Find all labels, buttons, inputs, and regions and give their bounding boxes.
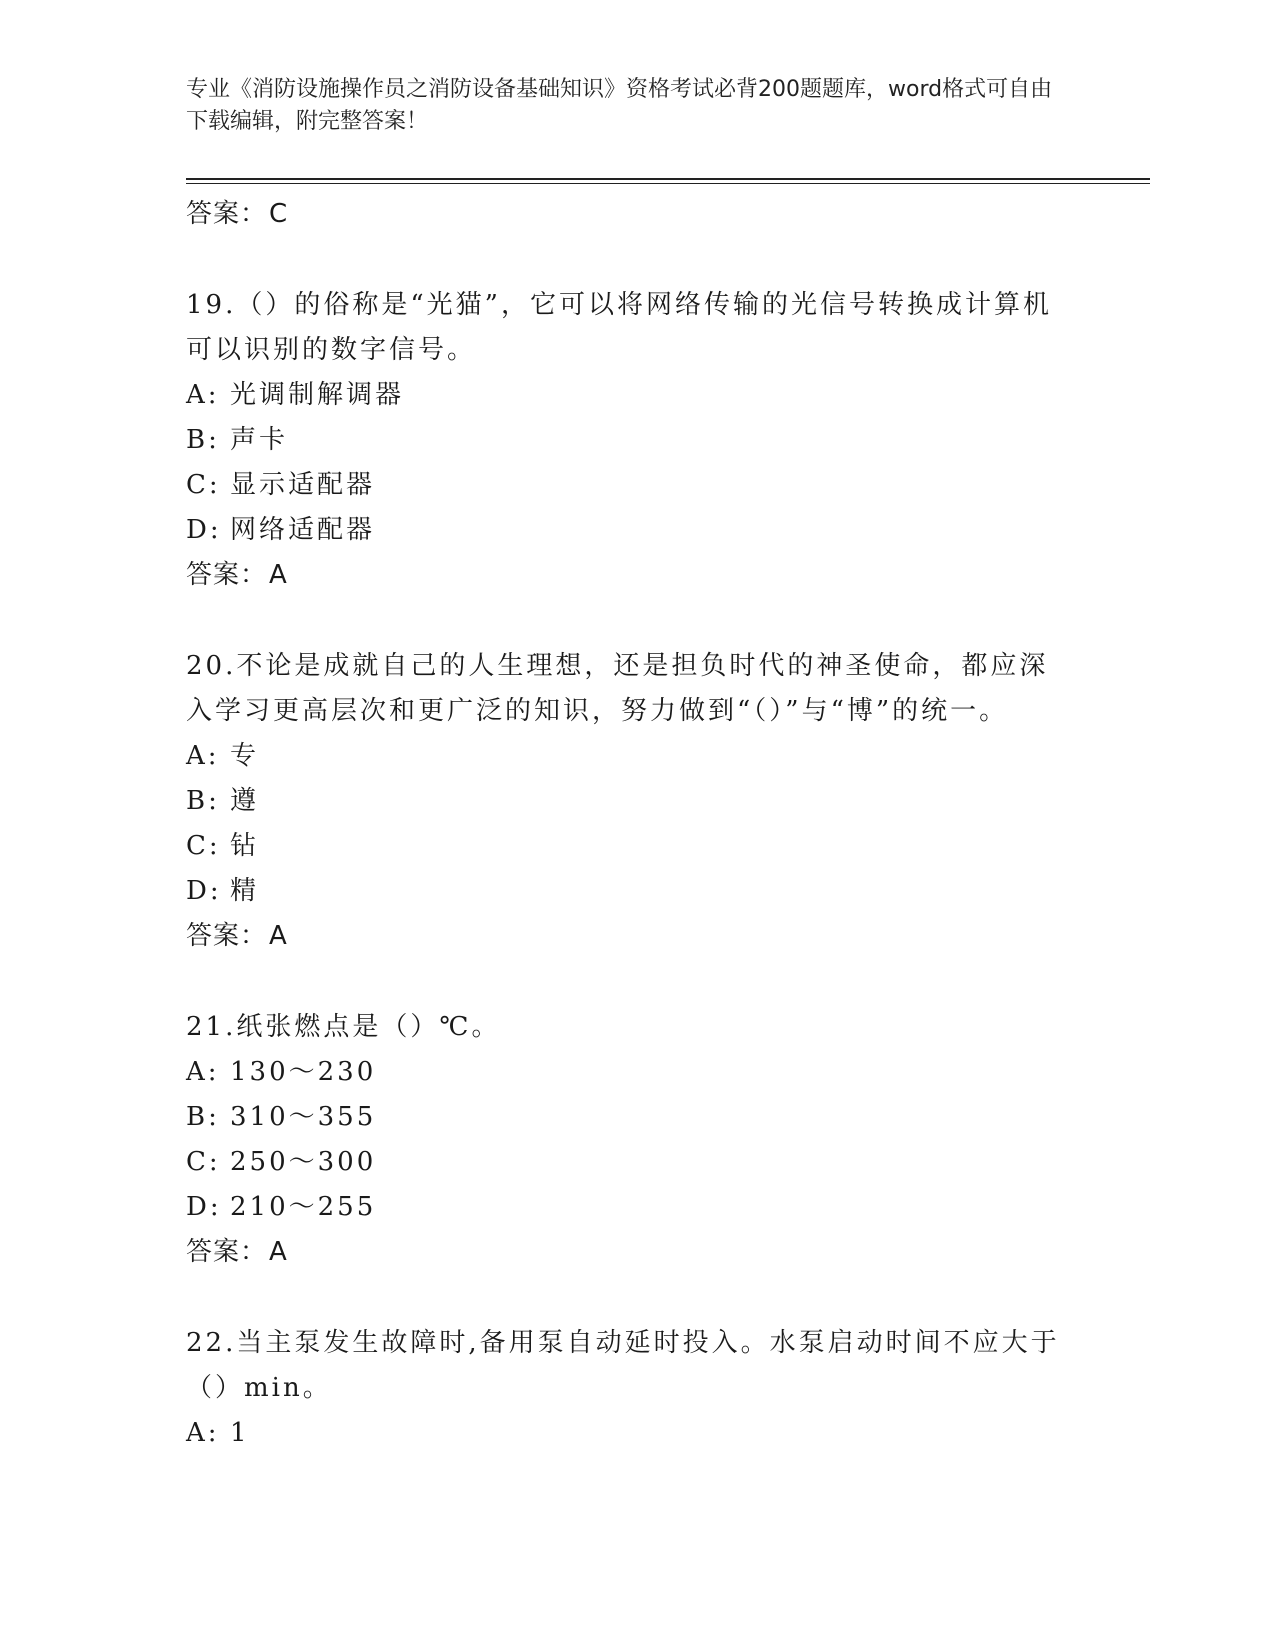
option-key: C: <box>186 831 221 861</box>
option-key: D: <box>186 515 222 545</box>
question-number: 21. <box>186 1012 237 1042</box>
option-key: A: <box>186 1057 220 1087</box>
option-text: 声卡 <box>230 425 289 455</box>
answer-value: A <box>269 1237 288 1267</box>
option-d <box>186 1185 1086 1230</box>
question-text: （）的俗称是“光猫”，它可以将网络传输的光信号转换成计算机可以识别的数字信号。 <box>186 290 1052 365</box>
option-text: 钻 <box>230 831 260 861</box>
question-21 <box>186 1005 1086 1275</box>
option-b <box>186 1095 1086 1140</box>
option-key: B: <box>186 1102 220 1132</box>
question-text: 不论是成就自己的人生理想，还是担负时代的神圣使命，都应深入学习更高层次和更广泛的知识，努力做到“（）”与“博”的统一。 <box>186 651 1049 726</box>
question-stem <box>186 283 1066 373</box>
question-number: 20. <box>186 651 237 681</box>
question-number: 19. <box>186 290 237 320</box>
option-key: C: <box>186 470 221 500</box>
option-text: 310～355 <box>230 1102 377 1132</box>
option-text: 遵 <box>230 786 260 816</box>
question-19 <box>186 283 1086 598</box>
answer-label: 答案： <box>186 199 268 229</box>
option-key: C: <box>186 1147 221 1177</box>
option-key: B: <box>186 786 220 816</box>
option-text: 网络适配器 <box>230 515 376 545</box>
option-text: 250～300 <box>230 1147 377 1177</box>
option-text: 光调制解调器 <box>230 380 405 410</box>
option-a <box>186 1411 1086 1456</box>
answer-value: C <box>269 199 289 229</box>
question-stem <box>186 644 1066 734</box>
answer-label: 答案： <box>186 1237 268 1267</box>
option-c <box>186 463 1086 508</box>
answer-line <box>186 553 1086 598</box>
answer-label: 答案： <box>186 921 268 951</box>
option-key: A: <box>186 1418 220 1448</box>
option-key: D: <box>186 1192 222 1222</box>
option-key: A: <box>186 741 220 771</box>
question-list <box>186 192 1086 1456</box>
option-text: 1 <box>230 1418 250 1448</box>
answer-value: A <box>269 921 288 951</box>
question-stem <box>186 1321 1066 1411</box>
answer-line <box>186 1230 1086 1275</box>
option-text: 精 <box>230 876 260 906</box>
answer-label: 答案： <box>186 560 268 590</box>
header-divider-thin <box>186 183 1150 184</box>
question-text: 纸张燃点是（）℃。 <box>236 1012 501 1042</box>
option-c <box>186 824 1086 869</box>
question-22 <box>186 1321 1086 1456</box>
option-a <box>186 373 1086 418</box>
option-a <box>186 1050 1086 1095</box>
option-c <box>186 1140 1086 1185</box>
option-key: A: <box>186 380 220 410</box>
option-text: 显示适配器 <box>230 470 376 500</box>
option-text: 130～230 <box>230 1057 377 1087</box>
option-b <box>186 779 1086 824</box>
header-divider-thick <box>186 178 1150 180</box>
question-20 <box>186 644 1086 959</box>
document-header: 专业《消防设施操作员之消防设备基础知识》资格考试必背200题题库，word格式可自由下载编辑，附完整答案！ <box>186 77 1053 134</box>
option-key: D: <box>186 876 222 906</box>
answer-value: A <box>269 560 288 590</box>
option-key: B: <box>186 425 220 455</box>
option-b <box>186 418 1086 463</box>
question-text: 当主泵发生故障时,备用泵自动延时投入。水泵启动时间不应大于（）min。 <box>186 1328 1060 1403</box>
question-stem <box>186 1005 1066 1050</box>
option-text: 210～255 <box>230 1192 377 1222</box>
option-text: 专 <box>230 741 260 771</box>
option-d <box>186 508 1086 553</box>
option-d <box>186 869 1086 914</box>
answer-line <box>186 914 1086 959</box>
option-a <box>186 734 1086 779</box>
question-number: 22. <box>186 1328 237 1358</box>
answer-line <box>186 192 1086 237</box>
